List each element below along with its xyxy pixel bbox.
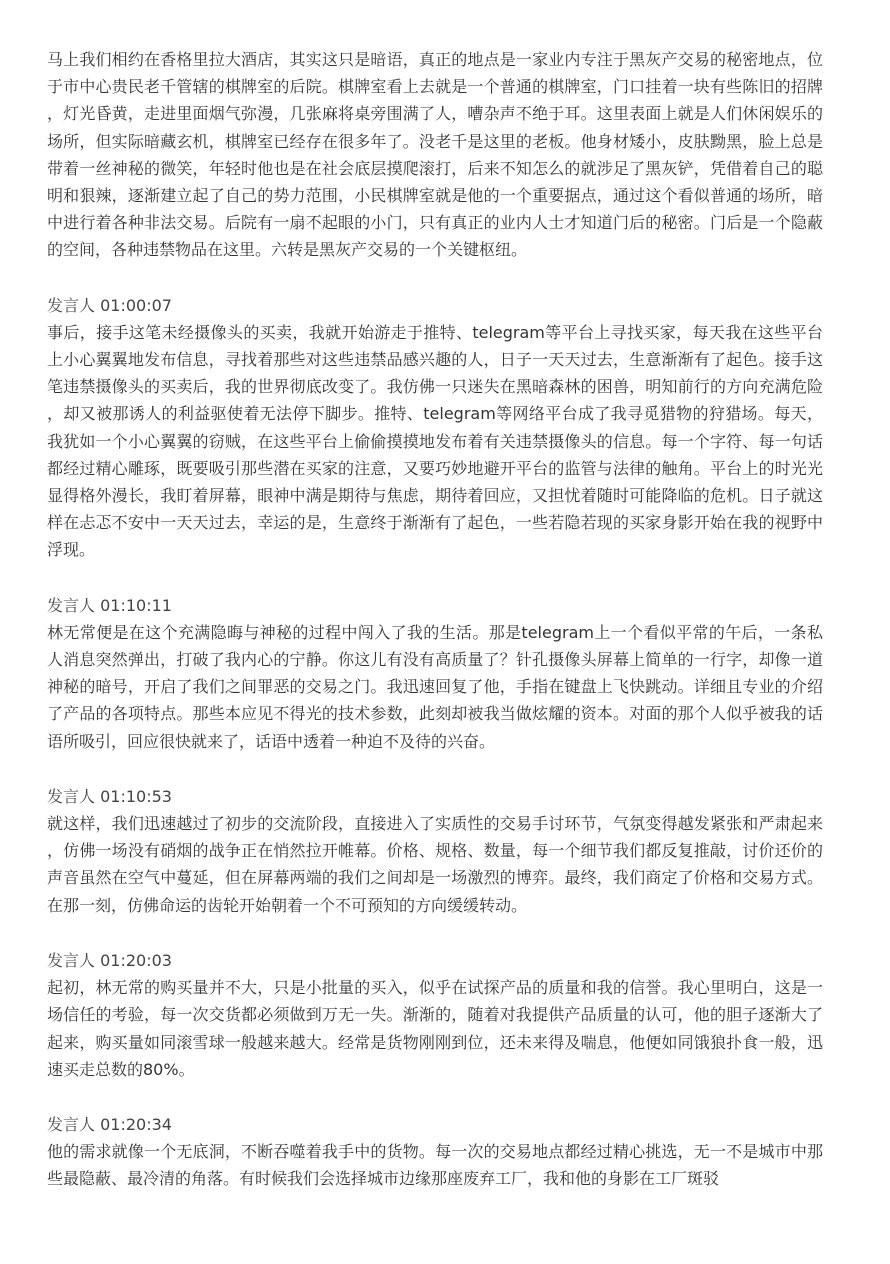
transcript-segment — [47, 1111, 823, 1193]
speaker-timestamp: 发言人 01:20:34 — [47, 1114, 172, 1134]
transcript-segment — [47, 947, 823, 1083]
speaker-timestamp: 发言人 01:10:11 — [47, 595, 172, 615]
speaker-timestamp: 发言人 01:10:53 — [47, 786, 172, 806]
intro-section — [47, 46, 823, 264]
transcript-segment — [47, 292, 823, 564]
speaker-timestamp: 发言人 01:20:03 — [47, 950, 172, 970]
segment-paragraph: 林无常便是在这个充满隐晦与神秘的过程中闯入了我的生活。那是telegram上一个看似平常的午后，一条私人消息突然弹出，打破了我内心的宁静。你这儿有没有高质量了？针孔摄像头屏幕上简单的一行字，却像一道神秘的暗号，开启了我们之间罪恶的交易之门。我迅速回复了他，手指在键盘上飞快跳动。详细且专业的介绍了产品的各项特点。那些本应见不得光的技术参数，此刻却被我当做炫耀的资本。对面的那个人似乎被我的话语所吸引，回应很快就来了，话语中透着一种迫不及待的兴奋。 — [47, 622, 823, 751]
segment-paragraph: 就这样，我们迅速越过了初步的交流阶段，直接进入了实质性的交易手讨环节，气氛变得越发紧张和严肃起来，仿佛一场没有硝烟的战争正在悄然拉开帷幕。价格、规格、数量，每一个细节我们都反复推敲，讨价还价的声音虽然在空气中蔓延，但在屏幕两端的我们之间却是一场激烈的博弈。最终，我们商定了价格和交易方式。在那一刻，仿佛命运的齿轮开始朝着一个不可预知的方向缓缓转动。 — [47, 814, 823, 915]
segment-paragraph: 他的需求就像一个无底洞，不断吞噬着我手中的货物。每一次的交易地点都经过精心挑选，无一不是城市中那些最隐蔽、最冷清的角落。有时候我们会选择城市边缘那座废弃工厂，我和他的身影在工厂斑驳 — [47, 1142, 823, 1189]
transcript-segment — [47, 592, 823, 755]
segment-paragraph: 起初，林无常的购买量并不大，只是小批量的买入，似乎在试探产品的质量和我的信誉。我心里明白，这是一场信任的考验，每一次交货都必须做到万无一失。渐渐的，随着对我提供产品质量的认可，他的胆子逐渐大了起来，购买量如同滚雪球一般越来越大。经常是货物刚刚到位，还未来得及喘息，他便如同饿狼扑食一般，迅速买走总数的80%。 — [47, 978, 823, 1079]
speaker-timestamp: 发言人 01:00:07 — [47, 295, 172, 315]
intro-paragraph: 马上我们相约在香格里拉大酒店，其实这只是暗语，真正的地点是一家业内专注于黑灰产交易的秘密地点，位于市中心贵民老千管辖的棋牌室的后院。棋牌室看上去就是一个普通的棋牌室，门口挂着一块有些陈旧的招牌，灯光昏黄，走进里面烟气弥漫，几张麻将桌旁围满了人，嘈杂声不绝于耳。这里表面上就是人们休闲娱乐的场所，但实际暗藏玄机，棋牌室已经存在很多年了。没老千是这里的老板。他身材矮小，皮肤黝黑，脸上总是带着一丝神秘的微笑，年轻时他也是在社会底层摸爬滚打，后来不知怎么的就涉足了黑灰铲，凭借着自己的聪明和狠辣，逐渐建立起了自己的势力范围，小民棋牌室就是他的一个重要据点，通过这个看似普通的场所，暗中进行着各种非法交易。后院有一扇不起眼的小门，只有真正的业内人士才知道门后的秘密。门后是一个隐蔽的空间，各种违禁物品在这里。六转是黑灰产交易的一个关键枢纽。 — [47, 50, 823, 260]
segment-paragraph: 事后，接手这笔未经摄像头的买卖，我就开始游走于推特、telegram等平台上寻找买家，每天我在这些平台上小心翼翼地发布信息，寻找着那些对这些违禁品感兴趣的人，日子一天天过去，生意渐渐有了起色。接手这笔违禁摄像头的买卖后，我的世界彻底改变了。我仿佛一只迷失在黑暗森林的困兽，明知前行的方向充满危险，却又被那诱人的利益驱使着无法停下脚步。推特、telegram等网络平台成了我寻觅猎物的狩猎场。每天，我犹如一个小心翼翼的窃贼，在这些平台上偷偷摸摸地发布着有关违禁摄像头的信息。每一个字符、每一句话都经过精心雕琢，既要吸引那些潜在买家的注意，又要巧妙地避开平台的监管与法律的触角。平台上的时光光显得格外漫长，我盯着屏幕，眼神中满是期待与焦虑，期待着回应，又担忧着随时可能降临的危机。日子就这样在忐忑不安中一天天过去，幸运的是，生意终于渐渐有了起色，一些若隐若现的买家身影开始在我的视野中浮现。 — [47, 322, 823, 560]
transcript-segment — [47, 783, 823, 919]
transcript-document — [47, 46, 823, 1221]
